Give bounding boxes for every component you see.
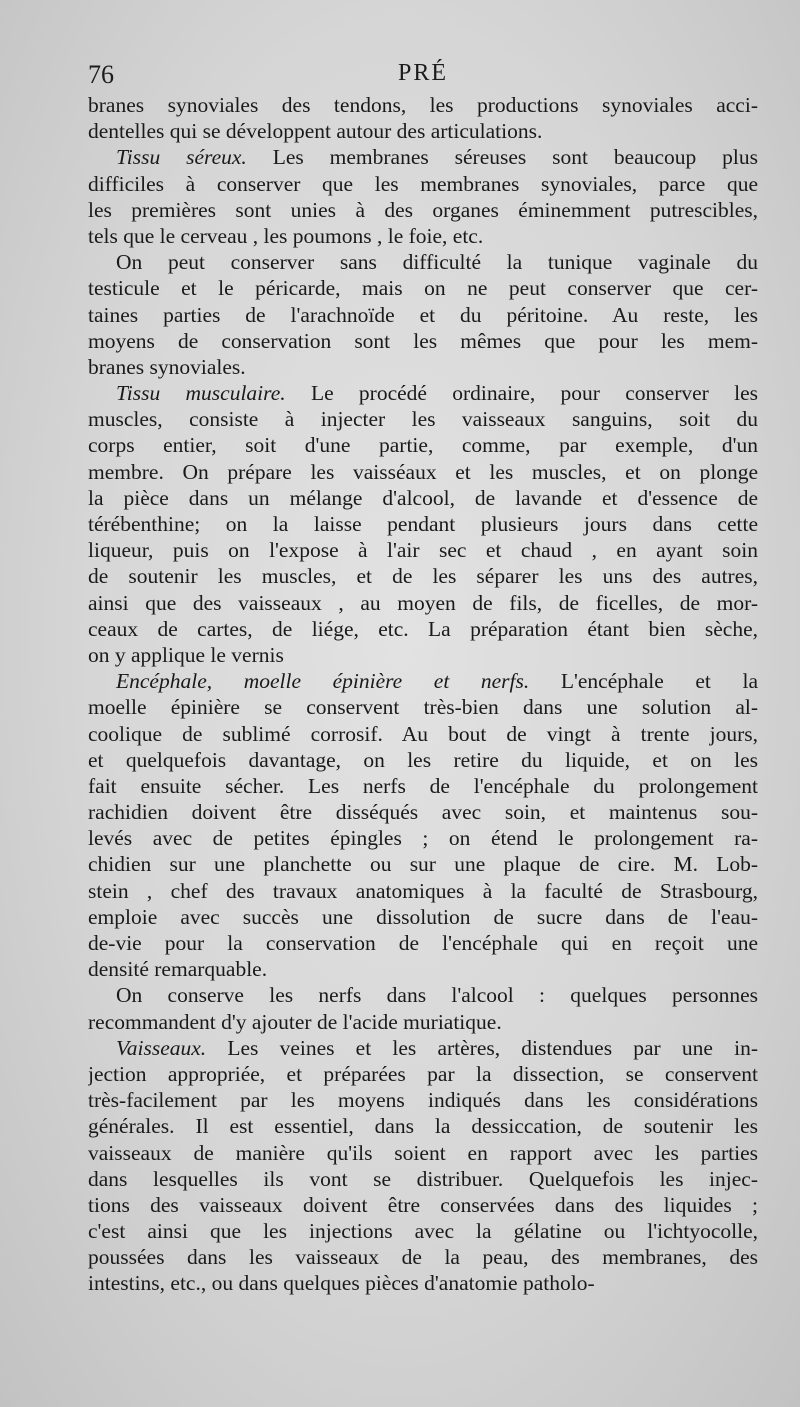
text-line	[88, 1140, 758, 1166]
line-text: corps entier, soit d'une partie, comme, par exemple, d'un	[88, 433, 758, 458]
text-line	[88, 144, 758, 170]
text-line	[88, 773, 758, 799]
line-text: dentelles qui se développent autour des articulations.	[88, 119, 543, 144]
text-line	[88, 878, 758, 904]
line-text: branes synoviales des tendons, les productions synoviales acci-	[88, 93, 758, 117]
line-text: jection appropriée, et préparées par la dissection, se conservent	[88, 1061, 758, 1086]
page-number: 76	[88, 60, 114, 89]
text-line	[88, 459, 758, 485]
line-text: poussées dans les vaisseaux de la peau, des membranes, des	[88, 1245, 758, 1270]
text-line	[88, 590, 758, 616]
text-line	[88, 616, 758, 642]
text-line	[88, 1009, 758, 1035]
line-text: liqueur, puis on l'expose à l'air sec et chaud , en ayant soin	[88, 538, 758, 563]
line-text: et quelquefois davantage, on les retire du liquide, et on les	[88, 747, 758, 772]
text-line	[88, 328, 758, 354]
line-text: chidien sur une planchette ou sur une plaque de cire. M. Lob-	[88, 852, 758, 877]
text-line	[88, 799, 758, 825]
paragraph	[88, 380, 758, 668]
text-line	[88, 432, 758, 458]
text-line	[88, 537, 758, 563]
line-text: intestins, etc., ou dans quelques pièces d'anatomie patholo-	[88, 1271, 595, 1296]
line-text: recommandent d'y ajouter de l'acide muriatique.	[88, 1009, 502, 1034]
text-line	[88, 1113, 758, 1139]
text-line	[88, 92, 758, 118]
text-line	[88, 1061, 758, 1087]
section-heading: Tissu musculaire.	[116, 381, 286, 406]
text-line	[88, 642, 758, 668]
line-text: très-facilement par les moyens indiqués dans les considérations	[88, 1088, 758, 1113]
section-heading: Encéphale, moelle épinière et nerfs.	[116, 669, 530, 694]
page-header	[88, 60, 758, 92]
text-line	[88, 1244, 758, 1270]
body-text	[88, 92, 758, 1297]
line-text: moyens de conservation sont les mêmes que pour les mem-	[88, 328, 758, 353]
text-line	[88, 275, 758, 301]
line-text: branes synoviales.	[88, 354, 246, 379]
line-text: moelle épinière se conservent très-bien dans une solution al-	[88, 695, 758, 720]
line-text: fait ensuite sécher. Les nerfs de l'encéphale du prolongement	[88, 773, 758, 798]
line-text: muscles, consiste à injecter les vaisseaux sanguins, soit du	[88, 407, 758, 432]
line-text: L'encéphale et la	[529, 669, 758, 694]
running-head: PRÉ	[397, 60, 448, 86]
line-text: testicule et le péricarde, mais on ne peut conserver que cer-	[88, 276, 758, 301]
text-line	[88, 485, 758, 511]
line-text: les premières sont unies à des organes éminemment putrescibles,	[88, 197, 758, 222]
line-text: dans lesquelles ils vont se distribuer. Quelquefois les injec-	[88, 1166, 758, 1191]
paragraph	[88, 1035, 758, 1297]
text-line	[88, 171, 758, 197]
text-line	[88, 511, 758, 537]
line-text: membre. On prépare les vaisséaux et les muscles, et on plonge	[88, 459, 758, 484]
line-text: c'est ainsi que les injections avec la gélatine ou l'ichtyocolle,	[88, 1219, 758, 1244]
line-text: ceaux de cartes, de liége, etc. La préparation étant bien sèche,	[88, 616, 758, 641]
paragraph	[88, 144, 758, 249]
text-line	[88, 249, 758, 275]
line-text: générales. Il est essentiel, dans la dessiccation, de soutenir les	[88, 1114, 758, 1139]
line-text: Les membranes séreuses sont beaucoup plus	[246, 145, 758, 170]
text-line	[88, 118, 758, 144]
paragraph	[88, 249, 758, 380]
line-text: ainsi que des vaisseaux , au moyen de fils, de ficelles, de mor-	[88, 590, 758, 615]
line-text: stein , chef des travaux anatomiques à la faculté de Strasbourg,	[88, 878, 758, 903]
line-text: tels que le cerveau , les poumons , le foie, etc.	[88, 223, 484, 248]
paragraph	[88, 92, 758, 144]
paragraph	[88, 982, 758, 1034]
text-line	[88, 904, 758, 930]
text-line	[88, 747, 758, 773]
text-line	[88, 694, 758, 720]
line-text: Le procédé ordinaire, pour conserver les	[285, 381, 758, 406]
text-line	[88, 1192, 758, 1218]
section-heading: Tissu séreux.	[116, 145, 247, 170]
text-line	[88, 1270, 758, 1296]
text-line	[88, 380, 758, 406]
text-line	[88, 851, 758, 877]
text-line	[88, 825, 758, 851]
text-line	[88, 354, 758, 380]
text-line	[88, 302, 758, 328]
line-text: coolique de sublimé corrosif. Au bout de vingt à trente jours,	[88, 721, 758, 746]
line-text: emploie avec succès une dissolution de sucre dans de l'eau-	[88, 904, 758, 929]
line-text: de-vie pour la conservation de l'encéphale qui en reçoit une	[88, 931, 758, 955]
line-text: taines parties de l'arachnoïde et du péritoine. Au reste, les	[88, 302, 758, 327]
text-line	[88, 223, 758, 249]
text-line	[88, 1035, 758, 1061]
text-line	[88, 197, 758, 223]
text-line	[88, 1218, 758, 1244]
text-line	[88, 956, 758, 982]
text-line	[88, 982, 758, 1008]
line-text: levés avec de petites épingles ; on étend le prolongement ra-	[88, 826, 758, 851]
line-text: difficiles à conserver que les membranes synoviales, parce que	[88, 171, 758, 196]
line-text: Les veines et les artères, distendues par une in-	[206, 1035, 758, 1060]
section-heading: Vaisseaux.	[116, 1035, 207, 1060]
line-text: rachidien doivent être disséqués avec soin, et maintenus sou-	[88, 800, 758, 825]
line-text: on y applique le vernis	[88, 642, 284, 667]
text-line	[88, 563, 758, 589]
line-text: la pièce dans un mélange d'alcool, de lavande et d'essence de	[88, 485, 758, 510]
line-text: On conserve les nerfs dans l'alcool : quelques personnes	[116, 983, 758, 1008]
text-line	[88, 930, 758, 956]
text-line	[88, 668, 758, 694]
text-line	[88, 1087, 758, 1113]
text-line	[88, 1166, 758, 1192]
line-text: vaisseaux de manière qu'ils soient en rapport avec les parties	[88, 1140, 758, 1165]
line-text: On peut conserver sans difficulté la tunique vaginale du	[116, 250, 758, 275]
line-text: de soutenir les muscles, et de les séparer les uns des autres,	[88, 564, 758, 589]
line-text: térébenthine; on la laisse pendant plusieurs jours dans cette	[88, 512, 758, 536]
line-text: densité remarquable.	[88, 957, 268, 982]
line-text: tions des vaisseaux doivent être conservées dans des liquides ;	[88, 1192, 758, 1217]
paragraph	[88, 668, 758, 982]
text-line	[88, 721, 758, 747]
text-line	[88, 406, 758, 432]
